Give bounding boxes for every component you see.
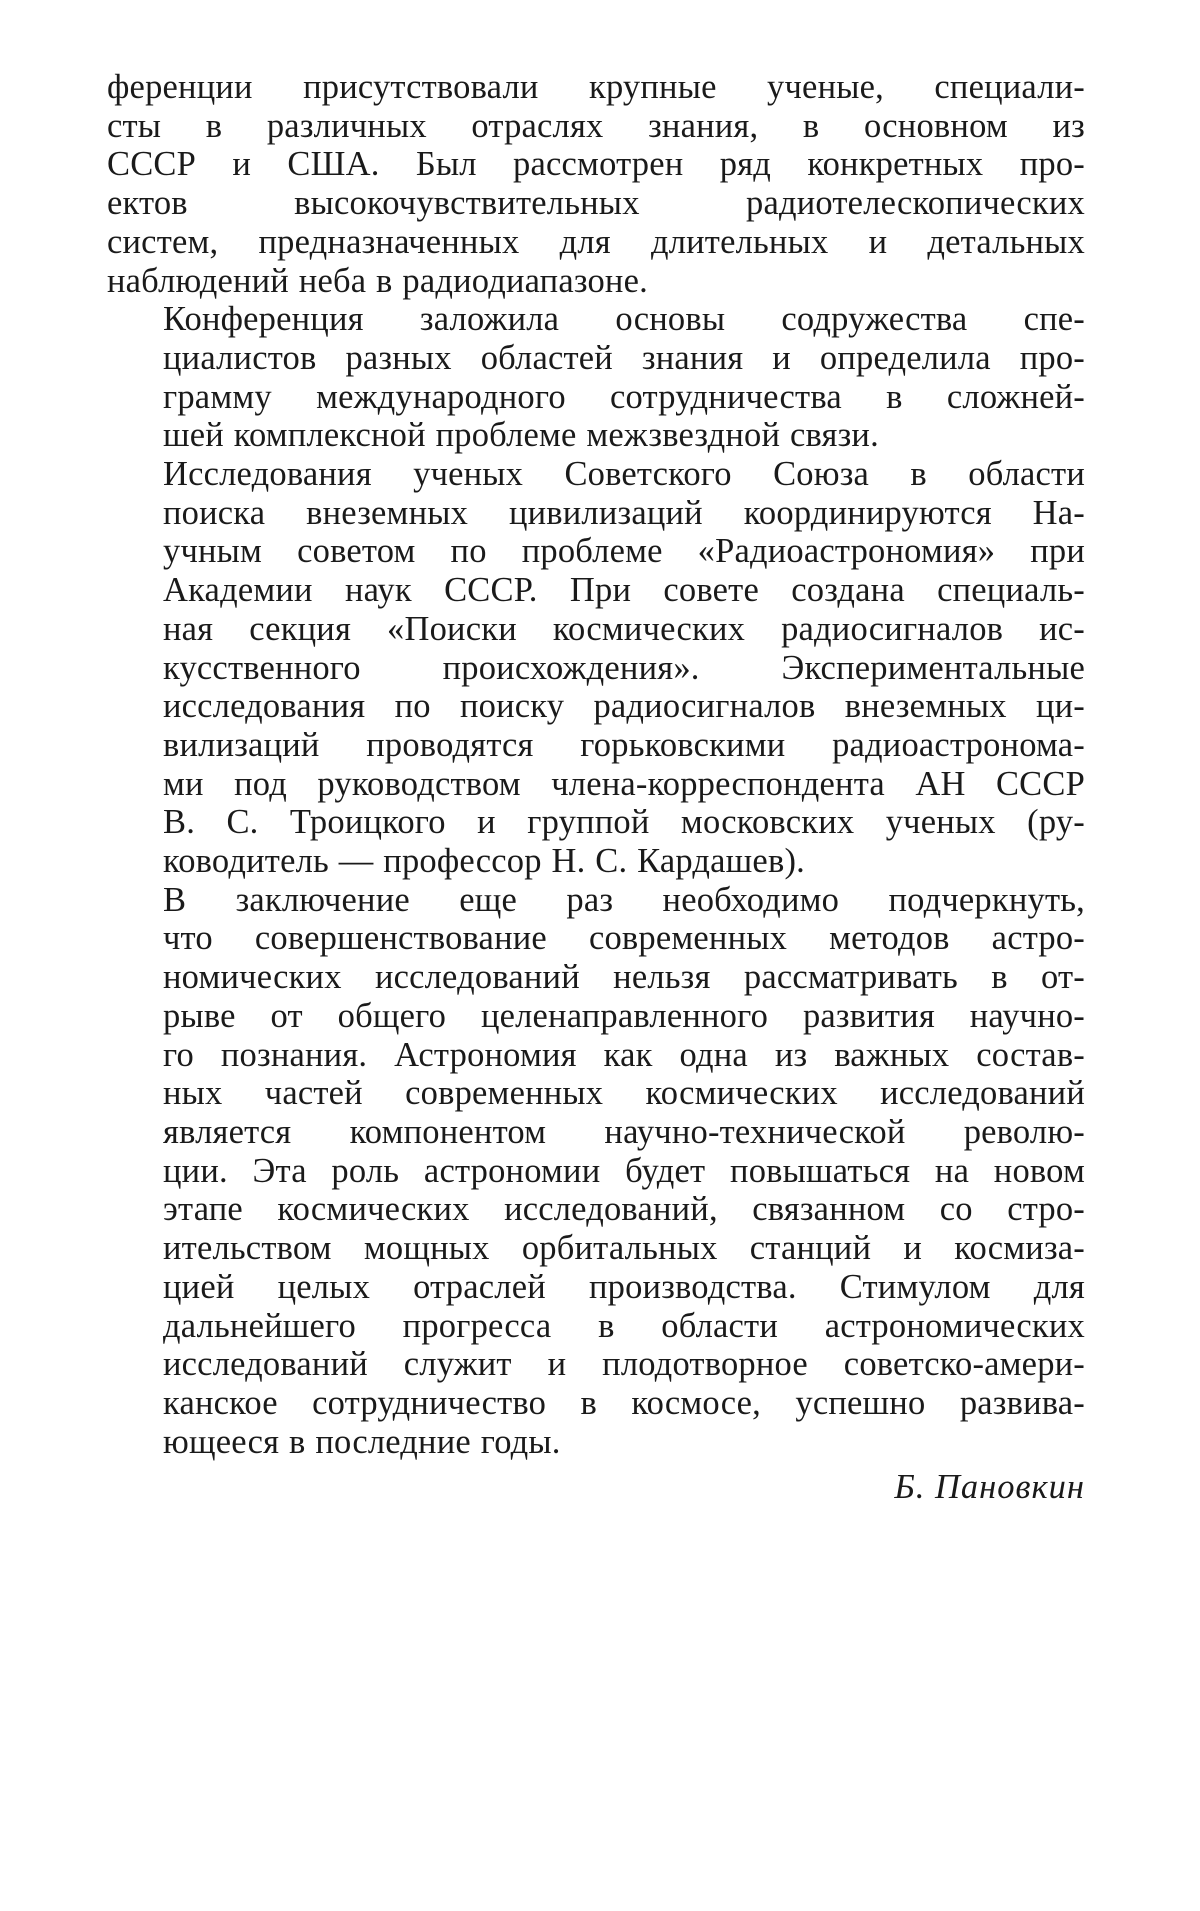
text-line: В. С. Троицкого и группой московских ученых (ру- [163,803,1085,842]
text-line: ющееся в последние годы. [163,1422,561,1461]
text-line: грамму международного сотрудничества в сложней- [163,377,1085,416]
text-line: ференции присутствовали крупные ученые, специали- [107,68,1085,106]
text-line: наблюдений неба в радиодиапазоне. [107,261,648,300]
text-line: номических исследований нельзя рассматривать в от- [163,958,1085,997]
text-line: рыве от общего целенаправленного развития научно- [163,996,1085,1035]
article-body [107,68,1085,1461]
text-line: ководитель — профессор Н. С. Кардашев). [163,842,805,881]
text-line: го познания. Астрономия как одна из важных состав- [163,1035,1085,1074]
text-line: канское сотрудничество в космосе, успешно развива- [163,1383,1085,1422]
text-line: что совершенствование современных методов астро- [163,919,1085,958]
text-line: поиска внеземных цивилизаций координируются На- [163,493,1085,532]
text-line: этапе космических исследований, связанном со стро- [163,1190,1085,1229]
text-line: Исследования ученых Советского Союза в области [163,455,1085,494]
text-line: учным советом по проблеме «Радиоастрономия» при [163,532,1085,571]
paragraph [107,300,1085,455]
paragraph [107,455,1085,881]
text-line: Академии наук СССР. При совете создана специаль- [163,571,1085,610]
text-line: кусственного происхождения». Экспериментальные [163,648,1085,687]
paragraph [107,881,1085,1462]
text-line: шей комплексной проблеме межзвездной связи. [163,416,879,455]
text-line: цией целых отраслей производства. Стимулом для [163,1267,1085,1306]
text-line: дальнейшего прогресса в области астрономических [163,1306,1085,1345]
text-line: циалистов разных областей знания и определила про- [163,338,1085,377]
text-line: вилизаций проводятся горьковскими радиоастронома- [163,725,1085,764]
text-line: систем, предназначенных для длительных и детальных [107,222,1085,261]
text-line: исследования по поиску радиосигналов внеземных ци- [163,687,1085,726]
text-line: сты в различных отраслях знания, в основном из [107,106,1085,145]
text-line: ных частей современных космических исследований [163,1074,1085,1113]
page-content [107,68,1085,1507]
text-line: ительством мощных орбитальных станций и космиза- [163,1229,1085,1268]
text-line: ная секция «Поиски космических радиосигналов ис- [163,609,1085,648]
text-line: ми под руководством члена-корреспондента АН СССР [163,764,1085,803]
author-signature: Б. Пановкин [894,1468,1085,1507]
text-line: СССР и США. Был рассмотрен ряд конкретных про- [107,145,1085,184]
paragraph [107,68,1085,300]
text-line: ектов высокочувствительных радиотелескопических [107,184,1085,223]
text-line: Конференция заложила основы содружества спе- [163,300,1085,339]
text-line: является компонентом научно-технической револю- [163,1112,1085,1151]
text-line: ции. Эта роль астрономии будет повышаться на новом [163,1151,1085,1190]
text-line: В заключение еще раз необходимо подчеркнуть, [163,880,1085,919]
text-line: исследований служит и плодотворное советско-амери- [163,1345,1085,1384]
